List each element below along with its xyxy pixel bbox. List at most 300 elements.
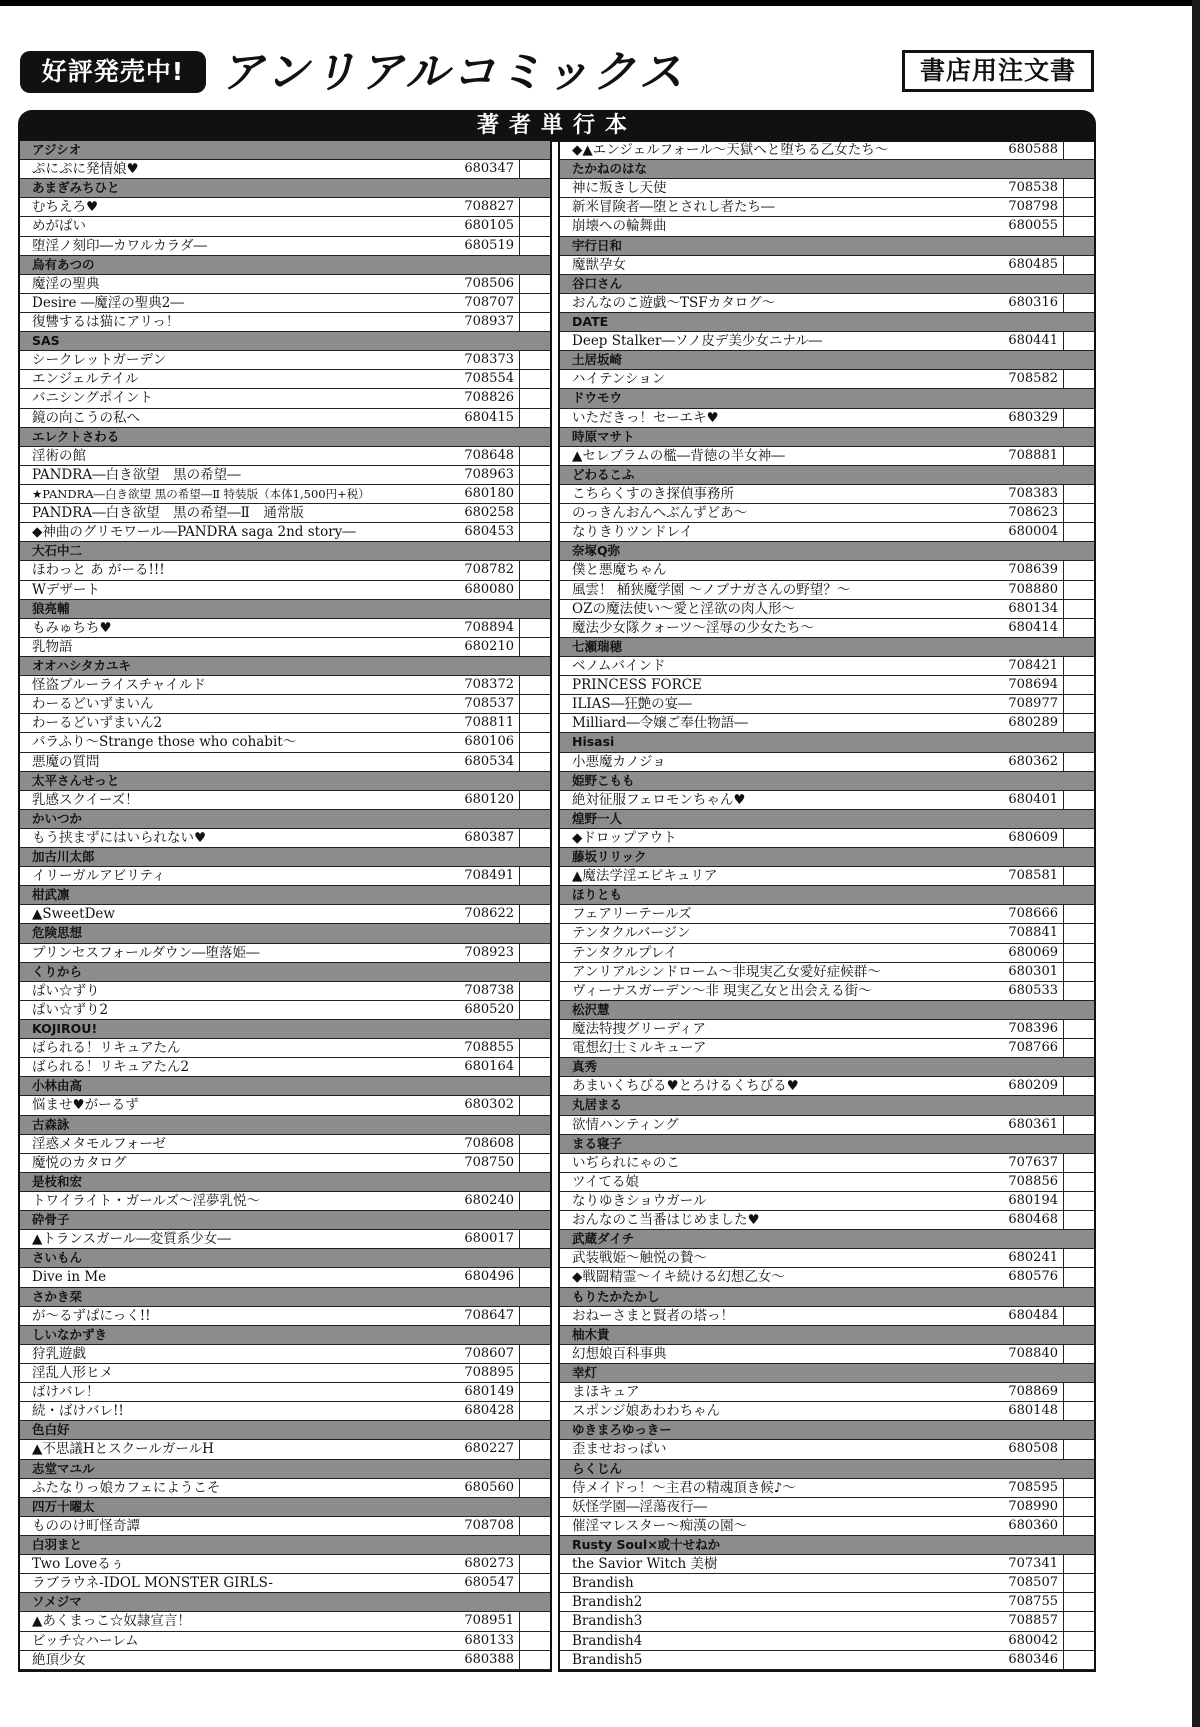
book-row [560,1249,1094,1268]
order-code: 680148 [1008,1403,1058,1419]
section-banner: 著者単行本 [18,110,1096,142]
book-title: ◆戦闘精霊～イキ続ける幻想乙女～ [572,1269,785,1286]
book-title: アンリアルシンドローム～非現実乙女愛好症候群～ [572,963,881,980]
order-code: 708595 [1008,1479,1058,1495]
book-row [20,944,550,963]
quantity-cell [1063,179,1064,197]
book-row [20,504,550,523]
author-header: 大石中二 [20,542,550,561]
book-row [560,753,1094,772]
book-row [20,1096,550,1115]
book-row [20,638,550,657]
book-title: 神に叛きし天使 [572,180,667,197]
book-row [20,1632,550,1651]
book-title: スポンジ娘あわわちゃん [572,1403,721,1420]
order-code: 680180 [464,485,514,501]
quantity-cell [1063,829,1064,847]
order-code: 708880 [1008,581,1058,597]
book-row [20,1612,550,1631]
book-title: 欲情ハンティング [572,1116,679,1133]
quantity-cell [1063,561,1064,579]
quantity-cell [1063,1192,1064,1210]
quantity-cell [1063,924,1064,942]
author-header: かいつか [20,810,550,829]
author-header: 七瀬瑞穂 [560,638,1094,657]
quantity-cell [519,1307,520,1325]
order-code: 708855 [464,1040,514,1056]
author-header: たかねのはな [560,160,1094,179]
book-title: ぱい☆ずり2 [32,1001,109,1018]
quantity-cell [519,198,520,216]
book-row [560,561,1094,580]
author-header: 柑武凛 [20,886,550,905]
book-row [560,924,1094,943]
book-row [20,237,550,256]
book-title: 狩乳遊戯 [32,1345,86,1362]
order-code: 708507 [1008,1575,1058,1591]
order-code: 680520 [464,1001,514,1017]
author-header: 志堂マユル [20,1460,550,1479]
book-title: ぷにぷに発情娘♥ [32,161,139,178]
author-header: 奈塚Q弥 [560,542,1094,561]
book-row [20,409,550,428]
order-code: 708963 [464,466,514,482]
author-header: どわるこふ [560,466,1094,485]
author-header: 丸居まる [560,1096,1094,1115]
quantity-cell [1063,294,1064,312]
quantity-cell [519,714,520,732]
author-header: ソメジマ [20,1593,550,1612]
order-code: 680149 [464,1384,514,1400]
order-code: 708827 [464,199,514,215]
book-title: おんなのこ当番はじめました♥ [572,1212,760,1229]
order-code: 680347 [464,161,514,177]
order-code: 708506 [464,275,514,291]
book-title: Brandish [572,1575,634,1592]
order-code: 680468 [1008,1212,1058,1228]
book-title: ヴィーナスガーデン～非 現実乙女と出会える街～ [572,982,872,999]
order-code: 680004 [1008,524,1058,540]
order-code: 708608 [464,1135,514,1151]
order-code: 680453 [464,524,514,540]
quantity-cell [519,905,520,923]
quantity-cell [519,275,520,293]
book-title: 新米冒険者―堕とされし者たち― [572,199,775,216]
author-header: 危険思想 [20,924,550,943]
quantity-cell [519,409,520,427]
quantity-cell [519,695,520,713]
book-row [560,1307,1094,1326]
quantity-cell [519,561,520,579]
author-header: KOJIROU! [20,1020,550,1039]
book-title: ばられる！リキュアたん2 [32,1059,190,1076]
author-header: 古森詠 [20,1116,550,1135]
order-code: 708857 [1008,1613,1058,1629]
book-row [560,714,1094,733]
book-row [560,1651,1094,1670]
quantity-cell [519,504,520,522]
order-code: 708396 [1008,1021,1058,1037]
book-row [20,1058,550,1077]
quantity-cell [1063,867,1064,885]
book-title: 歪ませおっぱい [572,1441,667,1458]
author-header: Rusty Soul×或十せねか [560,1536,1094,1555]
order-code: 708977 [1008,696,1058,712]
book-title: プリンセスフォールダウン―堕落姫― [32,944,260,961]
quantity-cell [1063,581,1064,599]
order-code: 680519 [464,237,514,253]
quantity-cell [1063,1268,1064,1286]
order-code: 708537 [464,696,514,712]
quantity-cell [519,867,520,885]
order-code: 708708 [464,1517,514,1533]
book-row [560,1211,1094,1230]
author-header: 是枝和宏 [20,1173,550,1192]
order-code: 708622 [464,906,514,922]
quantity-cell [519,1612,520,1630]
author-header: 砕骨子 [20,1211,550,1230]
quantity-cell [519,733,520,751]
order-code: 680105 [464,218,514,234]
order-code: 680414 [1008,619,1058,635]
book-row [20,447,550,466]
order-code: 680388 [464,1651,514,1667]
book-title: ハイテンション [572,371,666,388]
book-row [560,1173,1094,1192]
quantity-cell [519,523,520,541]
order-code: 680240 [464,1193,514,1209]
order-code: 708707 [464,294,514,310]
order-code: 680164 [464,1059,514,1075]
author-header: 宇行日和 [560,237,1094,256]
book-title: ふたなりっ娘カフェにようこそ [32,1479,221,1496]
book-title: パラふり～Strange those who cohabit～ [32,734,297,751]
quantity-cell [1063,523,1064,541]
order-code: 708648 [464,447,514,463]
quantity-cell [1063,982,1064,1000]
book-row [560,619,1094,638]
author-header: 真秀 [560,1058,1094,1077]
right-column [558,141,1096,1672]
quantity-cell [1063,141,1064,159]
order-code: 680387 [464,829,514,845]
quantity-cell [1063,1383,1064,1401]
book-row [20,1154,550,1173]
book-title: 魔淫の聖典 [32,275,100,292]
quantity-cell [519,1555,520,1573]
book-title: なりきりツンドレイ [572,524,693,541]
author-header: 姫野こもも [560,772,1094,791]
book-row [20,714,550,733]
book-row [20,1001,550,1020]
book-title: Brandish3 [572,1613,643,1630]
book-title: 小悪魔カノジョ [572,753,666,770]
book-title: 淫惑メタモルフォーゼ [32,1135,167,1152]
book-row [20,313,550,332]
quantity-cell [519,676,520,694]
book-row [560,141,1094,160]
order-code: 708647 [464,1307,514,1323]
quantity-cell [1063,198,1064,216]
quantity-cell [519,1440,520,1458]
order-code: 708666 [1008,906,1058,922]
quantity-cell [519,791,520,809]
book-row [560,217,1094,236]
book-row [560,1077,1094,1096]
book-title: いただきっ！セーエキ♥ [572,409,719,426]
book-row [560,829,1094,848]
book-row [560,1555,1094,1574]
book-title: 風雲！ 桶狭魔学園 ～ノブナガさんの野望？～ [572,581,851,598]
book-row [560,294,1094,313]
book-row [560,1192,1094,1211]
book-row [20,1307,550,1326]
order-code: 680080 [464,581,514,597]
book-title: Desire ―魔淫の聖典2― [32,294,184,311]
order-code: 680133 [464,1632,514,1648]
order-code: 680534 [464,753,514,769]
book-row [560,1593,1094,1612]
order-code: 708798 [1008,199,1058,215]
order-code: 680362 [1008,753,1058,769]
order-code: 708811 [464,715,514,731]
order-code: 680360 [1008,1517,1058,1533]
book-title: ▲不思議HとスクールガールH [32,1441,214,1458]
quantity-cell [519,1096,520,1114]
book-row [20,1135,550,1154]
book-row [560,944,1094,963]
order-code: 680301 [1008,963,1058,979]
book-title: わーるどいずまいん [32,696,154,713]
book-row [560,1383,1094,1402]
book-title: 電想幻士ミルキューア [572,1040,707,1057]
quantity-cell [1063,485,1064,503]
book-row [20,275,550,294]
book-title: 幻想娘百科事典 [572,1345,667,1362]
book-row [560,867,1094,886]
book-row [20,1268,550,1287]
author-header: 四万十曜太 [20,1498,550,1517]
order-code: 680361 [1008,1116,1058,1132]
book-row [20,1651,550,1670]
author-header: ほりとも [560,886,1094,905]
book-title: ラブラウネ-IDOL MONSTER GIRLS- [32,1575,273,1592]
book-row [20,791,550,810]
order-code: 707341 [1008,1556,1058,1572]
order-code: 680209 [1008,1078,1058,1094]
author-header: 武蔵ダイチ [560,1230,1094,1249]
quantity-cell [1063,1498,1064,1516]
order-code: 680273 [464,1556,514,1572]
book-title: 悪魔の質問 [32,753,100,770]
quantity-cell [519,1135,520,1153]
author-header: さいもん [20,1249,550,1268]
quantity-cell [519,217,520,235]
quantity-cell [1063,1211,1064,1229]
book-title: ばけバレ！ [32,1384,100,1401]
quantity-cell [519,1517,520,1535]
book-row [560,695,1094,714]
book-title: Wデザート [32,581,100,598]
author-header: らくじん [560,1460,1094,1479]
book-title: 鏡の向こうの私へ [32,409,140,426]
book-title: フェアリーテールズ [572,906,692,923]
order-code: 680210 [464,638,514,654]
book-title: むちえろ♥ [32,199,99,216]
quantity-cell [1063,905,1064,923]
book-title: いぢられにゃのこ [572,1154,680,1171]
author-header: 狼亮輔 [20,600,550,619]
author-header: ゆきまろゆっきー [560,1421,1094,1440]
quantity-cell [519,829,520,847]
book-row [560,905,1094,924]
book-title: のっきんおんへぶんずどあ～ [572,505,748,522]
order-code: 680194 [1008,1193,1058,1209]
order-code: 708383 [1008,485,1058,501]
order-code: 708639 [1008,562,1058,578]
order-code: 708373 [464,352,514,368]
book-row [560,1154,1094,1173]
order-code: 680533 [1008,982,1058,998]
book-title: 乳感スクイーズ！ [32,791,139,808]
quantity-cell [1063,1402,1064,1420]
book-title: 魔法少女隊クォーツ～淫辱の少女たち～ [572,619,815,636]
quantity-cell [1063,1077,1064,1095]
order-code: 708841 [1008,925,1058,941]
book-title: ◆ドロップアウト [572,829,677,846]
book-row [560,963,1094,982]
order-code: 708894 [464,619,514,635]
book-row [560,982,1094,1001]
quantity-cell [1063,447,1064,465]
quantity-cell [1063,1345,1064,1363]
book-row [560,1440,1094,1459]
book-row [20,370,550,389]
book-title: Milliard―令嬢ご奉仕物語― [572,715,748,732]
quantity-cell [519,638,520,656]
book-title: Brandish5 [572,1651,643,1668]
order-code: 708881 [1008,447,1058,463]
author-header: 色白好 [20,1421,550,1440]
author-header: 太平さんせっと [20,772,550,791]
book-title: ILIAS―狂艶の宴― [572,696,692,713]
quantity-cell [1063,1555,1064,1573]
book-title: ★PANDRA―白き欲望 黒の希望―Ⅱ 特装版（本体1,500円+税） [32,486,370,501]
book-row [20,294,550,313]
quantity-cell [519,1268,520,1286]
author-header: もりたかたかし [560,1288,1094,1307]
quantity-cell [519,1345,520,1363]
quantity-cell [1063,600,1064,618]
book-row [20,676,550,695]
book-title: 淫術の館 [32,447,86,464]
order-code: 680401 [1008,791,1058,807]
book-title: ぱい☆ずり [32,982,100,999]
book-row [20,1364,550,1383]
book-row [560,1020,1094,1039]
author-header: アジシオ [20,141,550,160]
book-title: もう挟まずにはいられない♥ [32,829,207,846]
quantity-cell [519,1039,520,1057]
quantity-cell [519,294,520,312]
order-code: 708491 [464,868,514,884]
book-title: 絶対征服フェロモンちゃん♥ [572,791,746,808]
book-row [560,1612,1094,1631]
order-code: 708755 [1008,1594,1058,1610]
book-row [560,1632,1094,1651]
order-code: 708694 [1008,677,1058,693]
order-form-label: 書店用注文書 [902,50,1094,92]
book-title: わーるどいずまいん2 [32,715,163,732]
order-code: 708937 [464,313,514,329]
book-row [560,409,1094,428]
book-row [20,905,550,924]
book-row [20,1039,550,1058]
quantity-cell [1063,1517,1064,1535]
book-row [20,217,550,236]
book-title: 侍メイドっ！～主君の精魂頂き候♪～ [572,1479,796,1496]
order-code: 680134 [1008,600,1058,616]
order-code: 708782 [464,562,514,578]
book-title: バニシングポイント [32,390,153,407]
book-title: 魔悦のカタログ [32,1154,127,1171]
author-header: 烏有あつの [20,256,550,275]
order-code: 708766 [1008,1040,1058,1056]
on-sale-badge: 好評発売中! [20,51,206,93]
book-row [560,1574,1094,1593]
book-title: ▲トランスガール―変質系少女― [32,1231,231,1248]
page-header [20,48,1098,98]
order-code: 680042 [1008,1632,1058,1648]
order-code: 708895 [464,1365,514,1380]
quantity-cell [1063,944,1064,962]
order-code: 680241 [1008,1250,1058,1266]
quantity-cell [519,1402,520,1420]
quantity-cell [1063,1307,1064,1325]
order-code: 680106 [464,734,514,750]
order-code: 680576 [1008,1269,1058,1285]
book-title: 妖怪学園―淫蕩夜行― [572,1498,707,1515]
quantity-cell [519,485,520,503]
order-code: 708607 [464,1345,514,1361]
quantity-cell [1063,1173,1064,1191]
book-title: めがぱい [32,218,86,235]
scan-top-edge [0,0,1200,6]
quantity-cell [1063,1593,1064,1611]
book-row [560,1345,1094,1364]
order-code: 680484 [1008,1307,1058,1323]
order-code: 708826 [464,390,514,406]
book-title: 絶頂少女 [32,1651,86,1668]
book-title: ▲魔法学淫エピキュリア [572,868,718,885]
book-row [560,1517,1094,1536]
book-title: ◆神曲のグリモワール―PANDRA saga 2nd story― [32,524,356,541]
quantity-cell [1063,714,1064,732]
author-header: Hisasi [560,733,1094,752]
quantity-cell [519,1479,520,1497]
book-title: Dive in Me [32,1269,107,1286]
quantity-cell [519,619,520,637]
order-code: 680415 [464,409,514,425]
book-row [20,619,550,638]
author-header: くりから [20,963,550,982]
book-row [20,485,550,504]
book-title: もみゅちち♥ [32,619,112,636]
book-row [20,523,550,542]
book-title: OZの魔法使い～愛と淫欲の肉人形～ [572,600,795,617]
book-title: PANDRA―白き欲望 黒の希望― [32,466,241,483]
book-row [560,1116,1094,1135]
